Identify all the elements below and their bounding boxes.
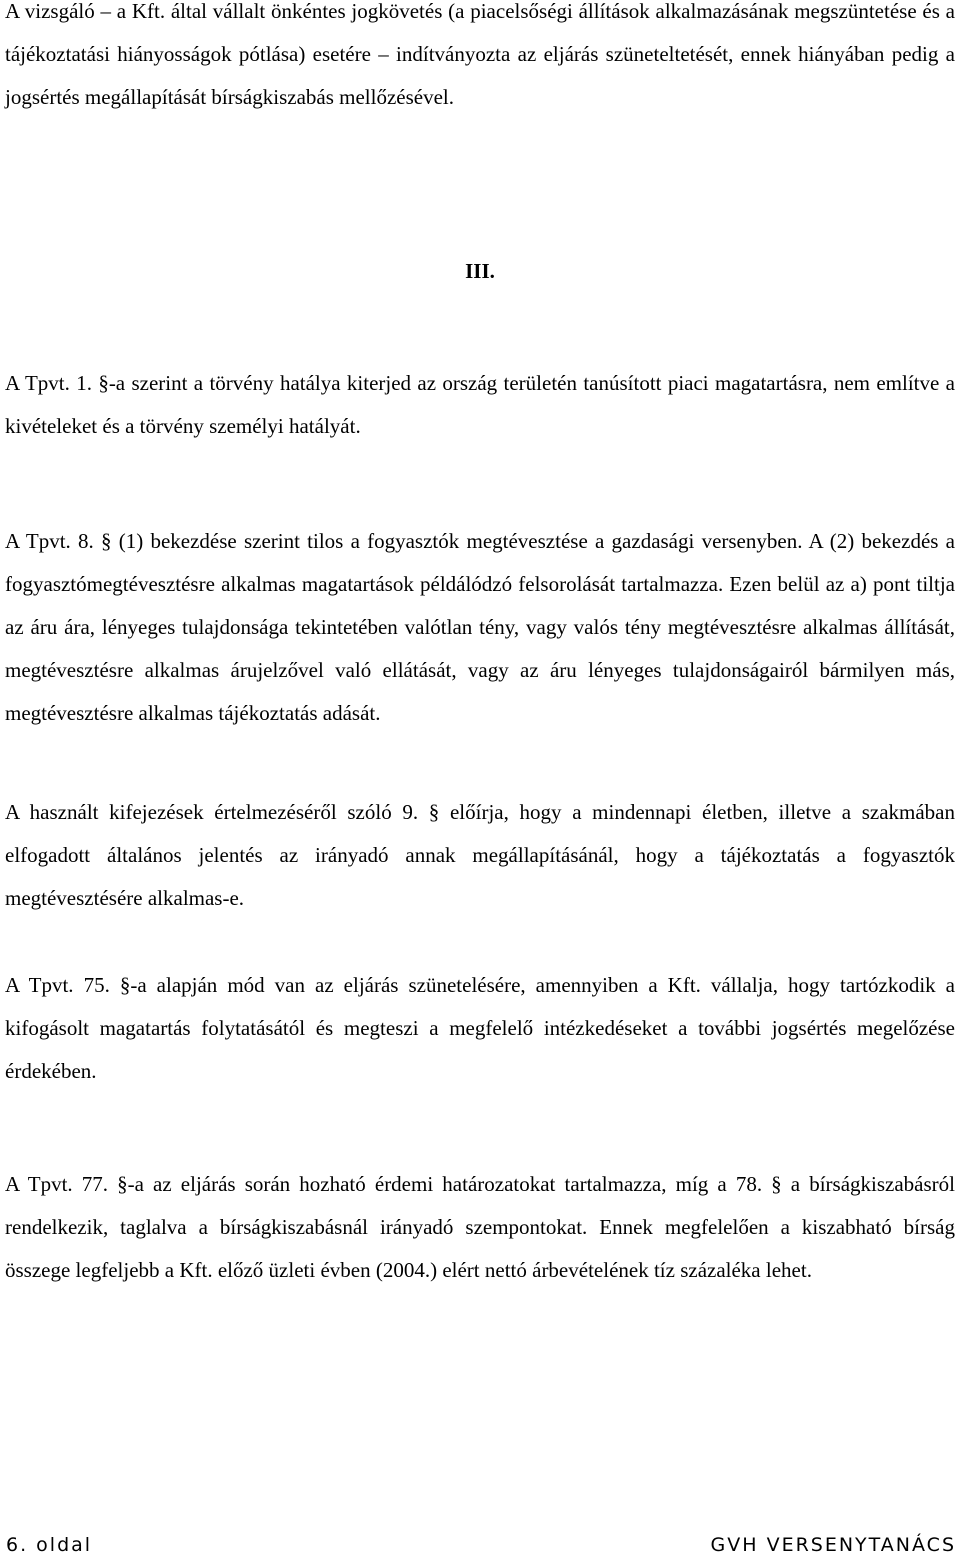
page-number: 6. oldal — [6, 1534, 93, 1556]
page-footer — [0, 1534, 960, 1557]
paragraph-deception: A Tpvt. 8. § (1) bekezdése szerint tilos a fogyasztók megtévesztése a gazdasági versenyben. A (2) bekezdés a fogyasztómegtévesztésre alkalmas magatartások példálódzó felsorolását tartalmazza. Ezen belül az a) pont tiltja az áru ára, lényeges tulajdonsága tekintetében valótlan tény, vagy valós tény megtévesztésre alkalmas állítását, megtévesztésre alkalmas árujelzővel való ellátását, vagy az áru lényeges tulajdonságairól bármilyen más, megtévesztésre alkalmas tájékoztatás adását. — [5, 529, 955, 725]
section-heading: III. — [465, 259, 495, 283]
paragraph-suspension: A Tpvt. 75. §-a alapján mód van az eljárás szünetelésére, amennyiben a Kft. vállalja, hogy tartózkodik a kifogásolt magatartás folytatásától és megteszi a megfelelő intézkedéseket a további jogsértés megelőzése érdekében. — [5, 973, 955, 1083]
paragraph-scope: A Tpvt. 1. §-a szerint a törvény hatálya kiterjed az ország területén tanúsított piaci magatartásra, nem említve a kivételeket és a törvény személyi hatályát. — [5, 371, 955, 438]
paragraph-fines: A Tpvt. 77. §-a az eljárás során hozható érdemi határozatokat tartalmazza, míg a 78. § a bírságkiszabásról rendelkezik, taglalva a bírságkiszabásnál irányadó szempontokat. Ennek megfelelően a kiszabható bírság összege legfeljebb a Kft. előző üzleti évben (2004.) elért nettó árbevételének tíz százaléka lehet. — [5, 1172, 955, 1282]
paragraph-interpretation: A használt kifejezések értelmezéséről szóló 9. § előírja, hogy a mindennapi életben, illetve a szakmában elfogadott általános jelentés az irányadó annak megállapításánál, hogy a tájékoztatás a fogyasztók megtévesztésére alkalmas-e. — [5, 800, 955, 910]
footer-organization: GVH VERSENYTANÁCS — [710, 1534, 956, 1556]
paragraph-proposal: A vizsgáló – a Kft. által vállalt önkéntes jogkövetés (a piacelsőségi állítások alkalmazásának megszüntetése és a tájékoztatási hiányosságok pótlása) esetére – indítványozta az eljárás szüneteltetését, ennek hiányában pedig a jogsértés megállapítását bírságkiszabás mellőzésével. — [5, 0, 955, 109]
